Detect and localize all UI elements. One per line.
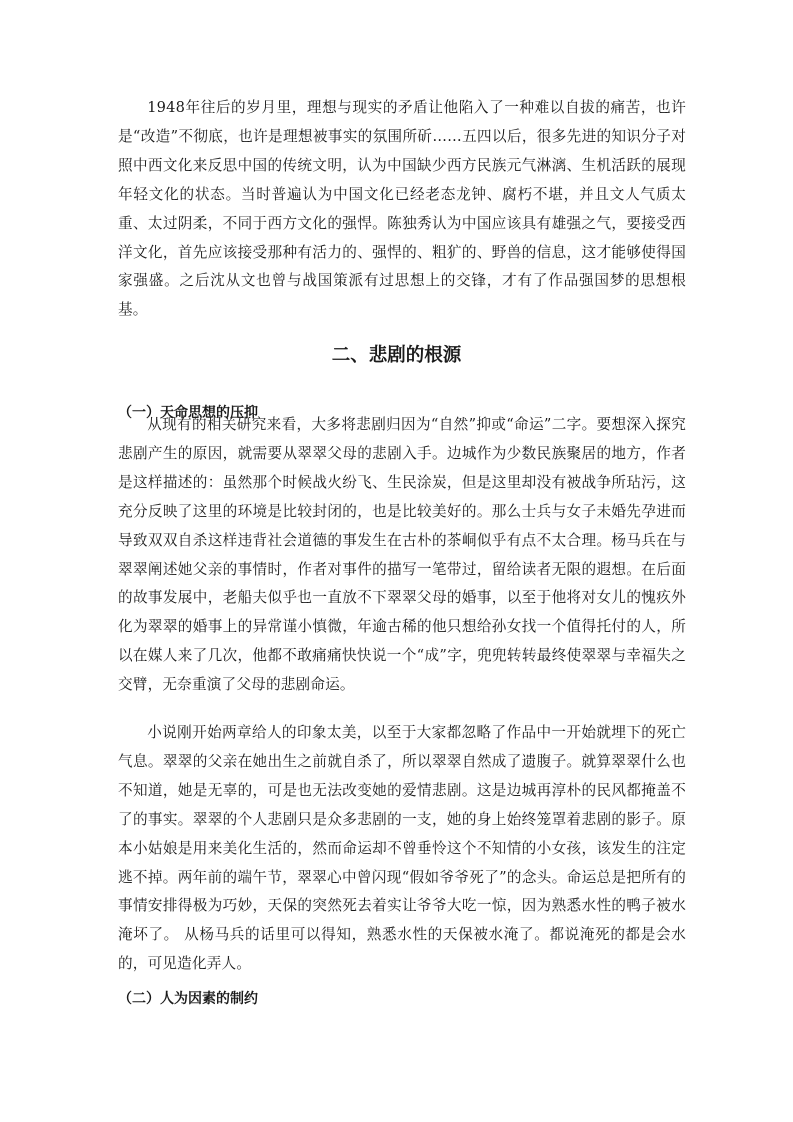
body-paragraph-fate-1: 从现有的相关研究来看，大多将悲剧归因为“自然”抑或“命运”二字。要想深入探究悲剧产生的原因，就需要从翠翠父母的悲剧入手。边城作为少数民族聚居的地方，作者是这样描述的：虽然那个时候战火纷飞、生民涂炭，但是这里却没有被战争所玷污，这充分反映了这里的环境是比较封闭的，也是比较美好的。那么士兵与女子未婚先孕进而导致双双自杀这样违背社会道德的事发生在古朴的茶峒似乎有点不太合理。杨马兵在与翠翠阐述她父亲的事情时，作者对事件的描写一笔带过，留给读者无限的遐想。在后面的故事发展中，老船夫似乎也一直放不下翠翠父母的婚事，以至于他将对女儿的愧疚外化为翠翠的婚事上的异常谨小慎微，年逾古稀的他只想给孙女找一个值得托付的人，所以在媒人来了几次，他都不敢痛痛快快说一个“成”字，兜兜转转最终使翠翠与幸福失之交臂，无奈重演了父母的悲剧命运。 bbox=[118, 416, 686, 694]
section-title: 二、悲剧的根源 bbox=[331, 345, 462, 366]
body-paragraph-1948: 1948年往后的岁月里，理想与现实的矛盾让他陷入了一种难以自拔的痛苦，也许是“改造”不彻底，也许是理想被事实的氛围所斫……五四以后，很多先进的知识分子对照中西文化来反思中国的传统文明，认为中国缺少西方民族元气淋漓、生机活跃的展现年轻文化的状态。当时普遍认为中国文化已经老态龙钟、腐朽不堪，并且文人气质太重、太过阴柔，不同于西方文化的强悍。陈独秀认为中国应该具有雄强之气，要接受西洋文化，首先应该接受那种有活力的、强悍的、粗犷的、野兽的信息，这才能够使得国家强盛。之后沈从文也曾与战国策派有过思想上的交锋，才有了作品强国梦的思想根基。 bbox=[118, 99, 686, 319]
subsection-heading-2: （二）人为因素的制约 bbox=[118, 991, 258, 1007]
body-paragraph-fate-2: 小说刚开始两章给人的印象太美，以至于大家都忽略了作品中一开始就埋下的死亡气息。翠翠的父亲在她出生之前就自杀了，所以翠翠自然成了遗腹子。就算翠翠什么也不知道，她是无辜的，可是也无法改变她的爱情悲剧。这是边城再淳朴的民风都掩盖不了的事实。翠翠的个人悲剧只是众多悲剧的一支，她的身上始终笼罩着悲剧的影子。原本小姑娘是用来美化生活的，然而命运却不曾垂怜这个不知情的小女孩，该发生的注定逃不掉。两年前的端午节，翠翠心中曾闪现“假如爷爷死了”的念头。命运总是把所有的事情安排得极为巧妙，天保的突然死去着实让爷爷大吃一惊，因为熟悉水性的鸭子被水淹坏了。 从杨马兵的话里可以得知，熟悉水性的天保被水淹了。都说淹死的都是会水的，可见造化弄人。 bbox=[118, 724, 686, 973]
subsection-heading-1: （一）天命思想的压抑 bbox=[118, 405, 258, 421]
